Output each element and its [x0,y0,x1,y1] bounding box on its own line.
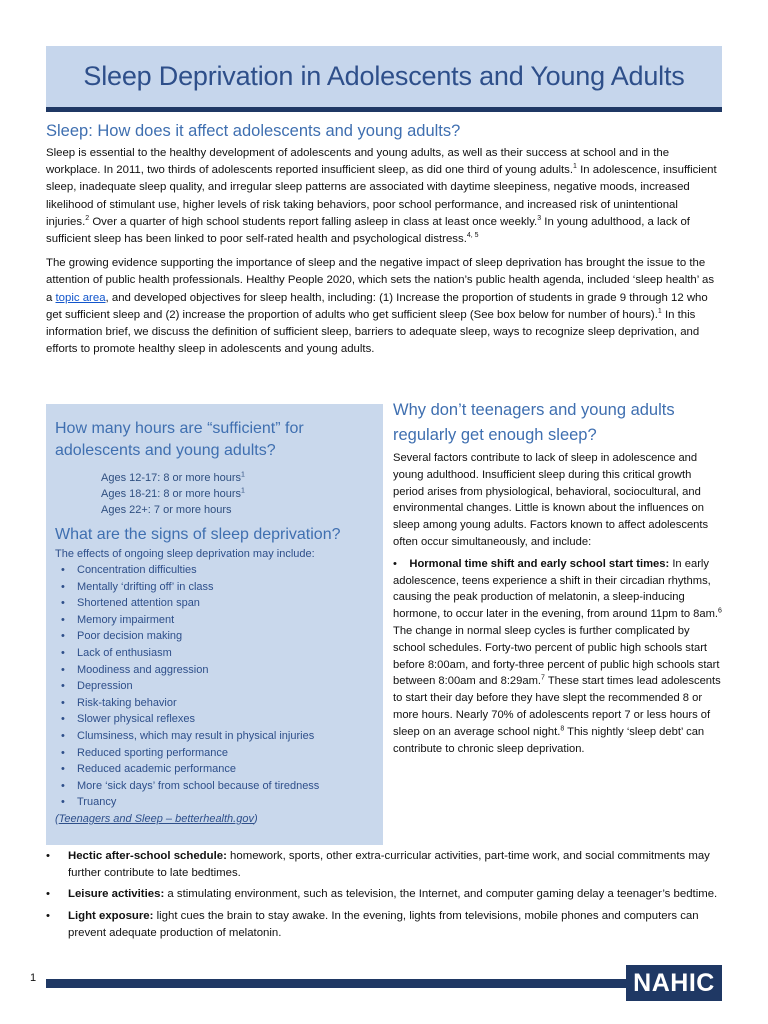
hours-item: Ages 12-17: 8 or more hours$^1$ [101,471,245,484]
sign-item: • Risk-taking behavior [55,695,373,712]
hours-item: Ages 22+: 7 or more hours [101,504,232,516]
bottom-bullets [46,848,722,946]
intro-paragraph-1: Sleep is essential to the healthy development of adolescents and young adults, as well as their success at school and in the workplace. In 2011, two thirds of adolescents reported insufficient sleep, as did one third of young adults.$^1$ In adolescence, insufficient sleep, inadequate sleep quality, and irregular sleep patterns are associated with daytime sleepiness, negative moods, increased likelihood of stimulant use, higher levels of risk taking behaviors, poor school performance, and increased risk of unintentional injuries.$^2$ Over a quarter of high school students report falling asleep in class at least once weekly.$^3$ In young adulthood, a lack of sufficient sleep has been linked to poor self-rated health and psychological distress.$^{4, 5}$ [46,147,717,246]
topic-area-link[interactable]: topic area [55,291,106,304]
page-number: 1 [30,972,37,984]
hours-heading: How many hours are “sufficient” for adolescents and young adults? [55,420,304,459]
signs-intro: The effects of ongoing sleep deprivation may include: [55,548,315,560]
hormonal-bullet: • Hormonal time shift and early school start times: In early adolescence, teens experience a shift in their circadian rhythms, causing the peak production of melatonin, a sleep-inducing hormone, to occur later in the evening, from around 11pm to 8am.$^6$ The change in normal sleep cycles is further complicated by school schedules. Forty-two percent of public high schools start before 8:00am, and forty-three percent of public high schools start between 8:00am and 8:29am.$^7$ These start times lead adolescents to start their day before they have slept the recommended 8 or more hours. Nearly 70% of adolescents report 7 or less hours of sleep on an average school night.$^8$ This nightly ‘sleep debt’ can contribute to chronic sleep deprivation. [393,557,722,755]
source-citation: (Teenagers and Sleep – betterhealth.gov) [55,812,258,825]
why-intro: Several factors contribute to lack of sleep in adolescence and young adulthood. Insufficient sleep during this critical growth period arises from physiological, behavioral, sociocultural, and environmental changes. Little is known about the influences on sleep among young adults. Factors known to affect adolescents often occur simultaneously, and include: [393,452,709,548]
sign-item: • Mentally ‘drifting off’ in class [55,579,373,596]
sign-item: • Memory impairment [55,612,373,629]
leisure-bullet: • Leisure activities: a stimulating environment, such as television, the Internet, and computer gaming delay a teenager’s bedtime. [46,888,718,901]
sign-item: • Moodiness and aggression [55,662,373,679]
hectic-bullet: • Hectic after-school schedule: homework, sports, other extra-curricular activities, part-time work, and social commitments may further contribute to late bedtimes. [46,850,710,880]
sign-item: • Depression [55,678,373,695]
sign-item: • Shortened attention span [55,595,373,612]
sign-item: • Clumsiness, which may result in physical injuries [55,728,373,745]
section-heading-why: Why don’t teenagers and young adults regularly get enough sleep? [393,401,675,444]
sign-item: • Truancy [55,794,373,811]
light-bullet: • Light exposure: light cues the brain to stay awake. In the evening, lights from televisions, mobile phones and computers can prevent adequate production of melatonin. [46,909,699,939]
section-heading-sleep: Sleep: How does it affect adolescents and young adults? [46,122,461,140]
sign-item: • Reduced sporting performance [55,745,373,762]
page-title: Sleep Deprivation in Adolescents and Young Adults [83,61,685,91]
footer-divider [46,979,626,988]
hours-item: Ages 18-21: 8 or more hours$^1$ [101,487,245,500]
hours-list [101,470,373,518]
intro-section [46,122,722,365]
title-banner [46,46,722,112]
right-column [393,398,723,762]
intro-paragraph-2: The growing evidence supporting the importance of sleep and the negative impact of sleep deprivation has brought the issue to the attention of public health professionals. Healthy People 2020, which sets the nation’s public health agenda, included ‘sleep health’ as a topic area, and developed objectives for sleep health, including: (1) Increase the proportion of students in grade 9 through 12 who get sufficient sleep and (2) increase the proportion of adults who get sufficient sleep (See box below for number of hours).$^1$ In this information brief, we discuss the definition of sufficient sleep, barriers to adequate sleep, ways to recognize sleep deprivation, and efforts to promote healthy sleep in adolescents and young adults. [46,257,715,356]
sign-item: • Lack of enthusiasm [55,645,373,662]
nahic-logo: NAHIC [626,965,722,1001]
source-link[interactable]: Teenagers and Sleep – betterhealth.gov [58,812,254,825]
sign-item: • Slower physical reflexes [55,711,373,728]
signs-heading: What are the signs of sleep deprivation? [55,526,341,543]
sign-item: • More ‘sick days’ from school because of tiredness [55,778,373,795]
sign-item: • Concentration difficulties [55,562,373,579]
sidebar-box [46,404,383,845]
sign-item: • Reduced academic performance [55,761,373,778]
signs-list [55,562,373,811]
sign-item: • Poor decision making [55,628,373,645]
